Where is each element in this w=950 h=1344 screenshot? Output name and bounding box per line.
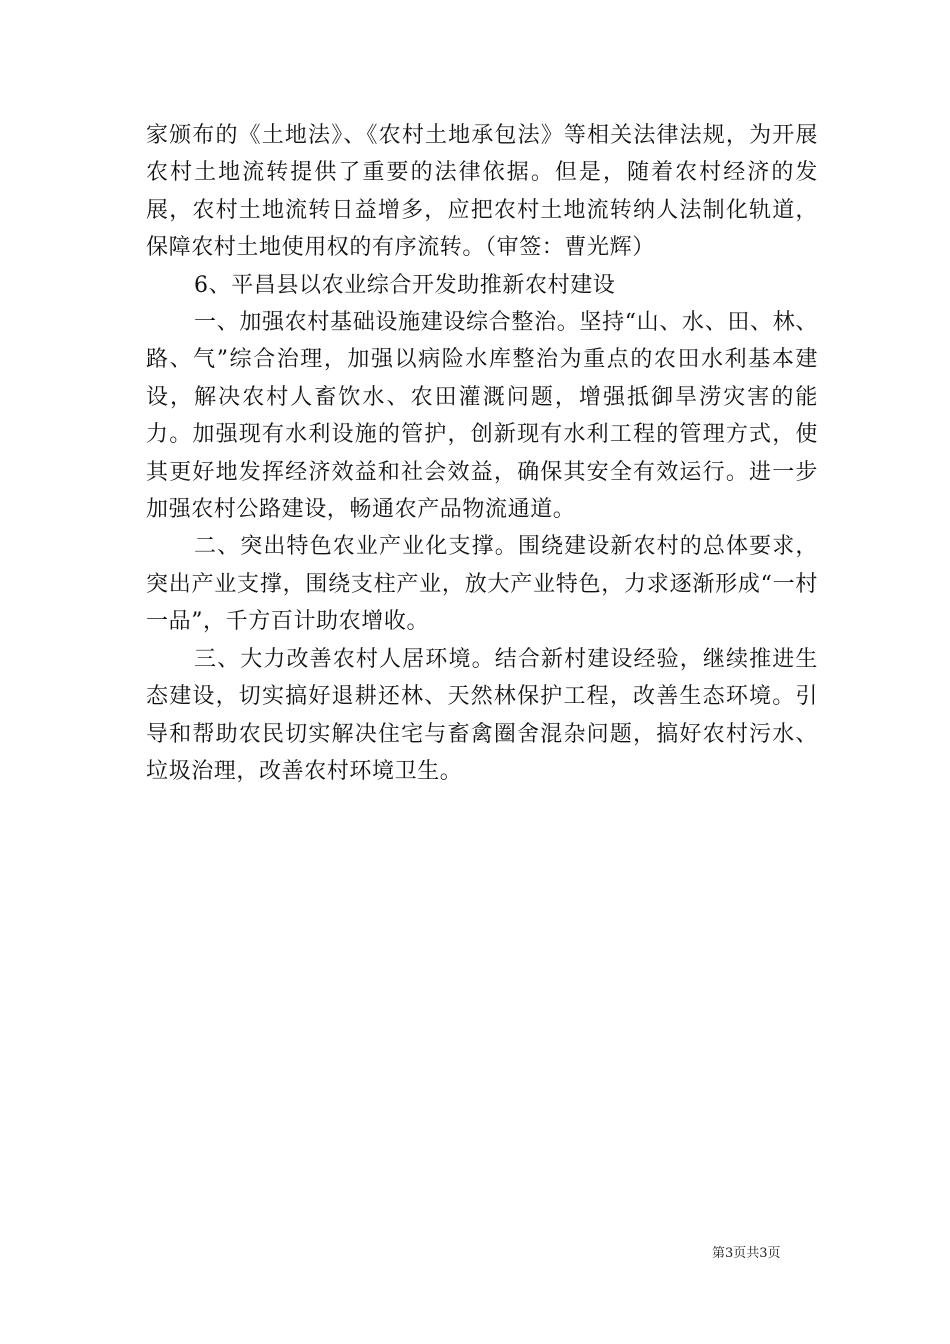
page-number: 第3页共3页 <box>712 1246 781 1261</box>
document-body <box>146 117 818 790</box>
section-heading: 6、平昌县以农业综合开发助推新农村建设 <box>194 272 616 298</box>
paragraph-infrastructure: 一、加强农村基础设施建设综合整治。坚持“山、水、田、林、路、气”综合治理，加强以病险水库整治为重点的农田水利基本建设，解决农村人畜饮水、农田灌溉问题，增强抵御旱涝灾害的能力。加强现有水利设施的管护，创新现有水利工程的管理方式，使其更好地发挥经济效益和社会效益，确保其安全有效运行。进一步加强农村公路建设，畅通农产品物流通道。 <box>146 310 818 523</box>
paragraph-industry: 二、突出特色农业产业化支撑。围绕建设新农村的总体要求，突出产业支撑，围绕支柱产业，放大产业特色，力求逐渐形成“一村一品”，千方百计助农增收。 <box>146 534 818 635</box>
paragraph-continuation: 家颁布的《土地法》、《农村土地承包法》等相关法律法规，为开展农村土地流转提供了重要的法律依据。但是，随着农村经济的发展，农村土地流转日益增多，应把农村土地流转纳人法制化轨道，保障农村土地使用权的有序流转。（审签：曹光辉） <box>146 123 818 261</box>
paragraph-environment: 三、大力改善农村人居环境。结合新村建设经验，继续推进生态建设，切实搞好退耕还林、天然林保护工程，改善生态环境。引导和帮助农民切实解决住宅与畜禽圈舍混杂问题，搞好农村污水、垃圾治理，改善农村环境卫生。 <box>146 646 818 784</box>
